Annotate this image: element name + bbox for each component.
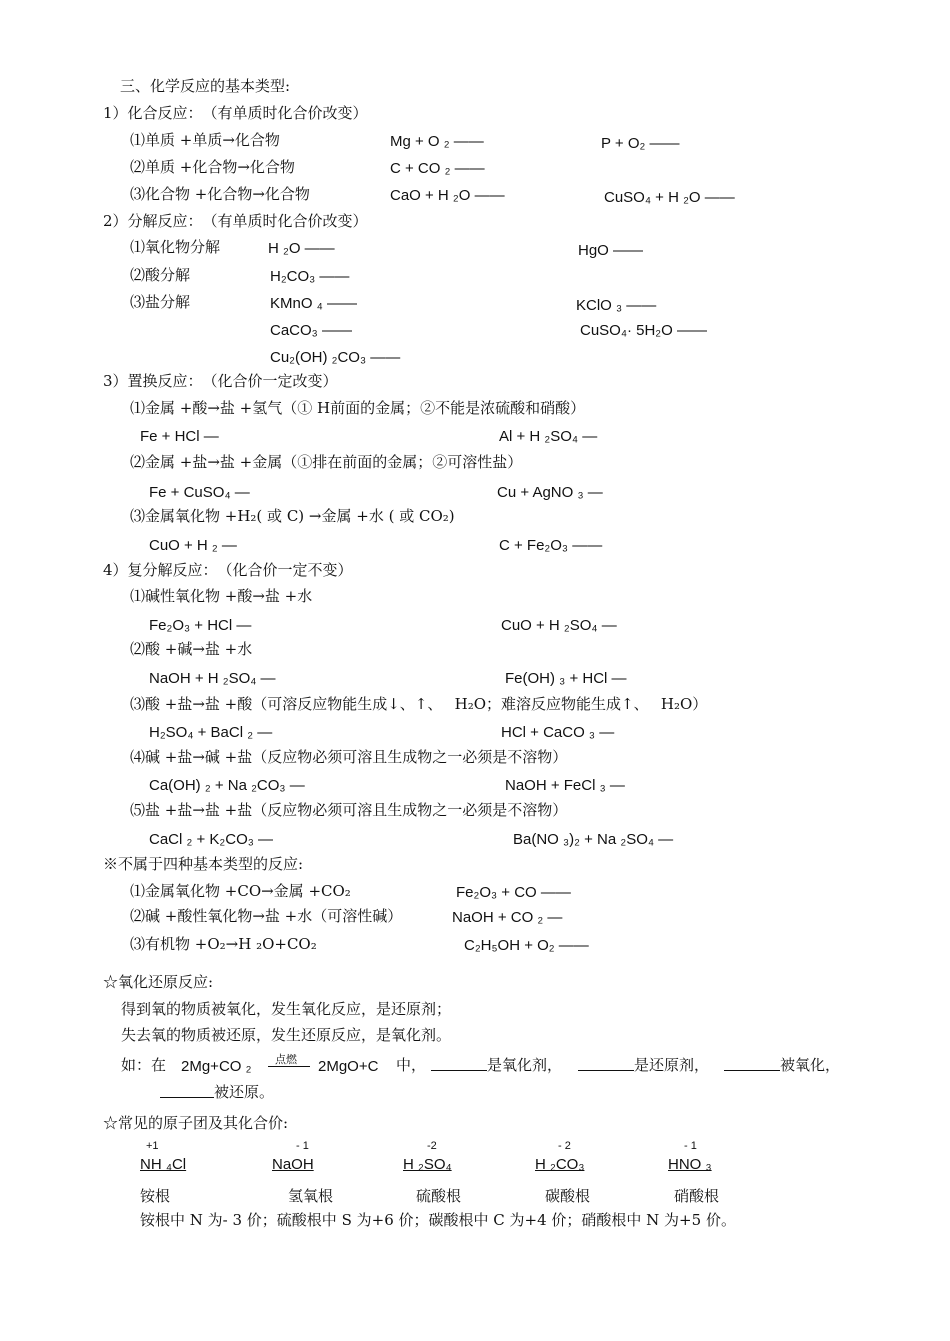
blank-oxidant[interactable] [431, 1056, 487, 1071]
displacement-eq-2b: Cu + AgNO ₃ — [497, 484, 603, 501]
groups-heading: ☆常见的原子团及其化合价: [103, 1114, 289, 1132]
formula-nitrate: HNO ₃ [668, 1156, 712, 1173]
formula-hydroxide: NaOH [272, 1156, 314, 1173]
other-label-1: ⑴金属氧化物 +CO→金属 +CO₂ [130, 882, 351, 900]
combination-eq-1b: P + O₂ —— [601, 135, 680, 152]
decomposition-eq-1b: HgO —— [578, 242, 644, 259]
redox-line-2: 失去氧的物质被还原，发生还原反应，是氧化剂。 [121, 1026, 452, 1044]
other-label-2: ⑵碱 +酸性氧化物→盐 +水（可溶性碱） [130, 907, 403, 925]
double-eq-2a: NaOH + H ₂SO₄ — [149, 670, 276, 687]
displacement-eq-3a: CuO + H ₂ — [149, 537, 237, 554]
double-heading: 4）复分解反应： （化合价一定不变） [103, 561, 353, 579]
combination-eq-1a: Mg + O ₂ —— [390, 133, 484, 150]
decomposition-label-3: ⑶盐分解 [130, 293, 191, 311]
displacement-sub-1: ⑴金属 +酸→盐 +氢气（① H前面的金属；②不能是浓硫酸和硝酸） [130, 399, 586, 417]
double-eq-4b: NaOH + FeCl ₃ — [505, 777, 625, 794]
formula-ammonium: NH ₄Cl [140, 1156, 187, 1173]
double-sub-3: ⑶酸 +盐→盐 +酸（可溶反应物能生成↓、↑、 H₂O；难溶反应物能生成↑、 H₂O） [130, 695, 708, 713]
blank-3-suffix: 被氧化， [780, 1056, 841, 1074]
double-eq-3b: HCl + CaCO ₃ — [501, 724, 615, 741]
double-sub-1: ⑴碱性氧化物 +酸→盐 +水 [130, 587, 313, 605]
displacement-eq-1a: Fe + HCl — [140, 428, 219, 445]
valence-nitrate: - 1 [684, 1140, 697, 1152]
other-label-3: ⑶有机物 +O₂→H ₂O+CO₂ [130, 935, 317, 953]
name-nitrate: 硝酸根 [674, 1187, 720, 1205]
other-eq-2: NaOH + CO ₂ — [452, 909, 563, 926]
redox-heading: ☆氧化还原反应: [103, 973, 214, 991]
decomposition-heading: 2）分解反应： （有单质时化合价改变） [103, 212, 368, 230]
reaction-condition-label: 点燃 [275, 1053, 297, 1066]
valence-hydroxide: - 1 [296, 1140, 309, 1152]
double-eq-4a: Ca(OH) ₂ + Na ₂CO₃ — [149, 777, 305, 794]
decomposition-eq-2a: H₂CO₃ —— [270, 268, 350, 285]
double-eq-1a: Fe₂O₃ + HCl — [149, 617, 252, 634]
blank-reductant[interactable] [578, 1056, 634, 1071]
name-ammonium: 铵根 [140, 1187, 171, 1205]
combination-label-2: ⑵单质 +化合物→化合物 [130, 158, 295, 176]
redox-example-prefix: 如：在 [121, 1056, 167, 1074]
displacement-eq-1b: Al + H ₂SO₄ — [499, 428, 598, 445]
blank-4-suffix: 被还原。 [214, 1083, 275, 1101]
groups-note: 铵根中 N 为- 3 价；硫酸根中 S 为+6 价；碳酸根中 C 为+4 价；硝酸根中 N 为+5 价。 [140, 1211, 736, 1229]
decomposition-label-1: ⑴氧化物分解 [130, 238, 221, 256]
decomposition-eq-4a: CaCO₃ —— [270, 322, 352, 339]
name-hydroxide: 氢氧根 [288, 1187, 334, 1205]
valence-sulfate: -2 [427, 1140, 437, 1152]
name-carbonate: 碳酸根 [545, 1187, 591, 1205]
decomposition-eq-3a: KMnO ₄ —— [270, 295, 357, 312]
combination-heading: 1）化合反应： （有单质时化合价改变） [103, 104, 368, 122]
displacement-heading: 3）置换反应： （化合价一定改变） [103, 372, 338, 390]
formula-carbonate: H ₂CO₃ [535, 1156, 585, 1173]
redox-example-mid: 中， [396, 1056, 427, 1074]
double-sub-4: ⑷碱 +盐→碱 +盐（反应物必须可溶且生成物之一必须是不溶物） [130, 748, 568, 766]
valence-carbonate: - 2 [558, 1140, 571, 1152]
displacement-sub-3: ⑶金属氧化物 +H₂( 或 C) →金属 +水 ( 或 CO₂) [130, 507, 455, 525]
combination-label-1: ⑴单质 +单质→化合物 [130, 131, 280, 149]
other-eq-3: C₂H₅OH + O₂ —— [464, 937, 589, 954]
decomposition-eq-3b: KClO ₃ —— [576, 297, 657, 314]
double-eq-5a: CaCl ₂ + K₂CO₃ — [149, 831, 274, 848]
blank-1-suffix: 是氧化剂， [487, 1056, 563, 1074]
blank-oxidized[interactable] [724, 1056, 780, 1071]
formula-sulfate: H ₂SO₄ [403, 1156, 452, 1173]
double-eq-3a: H₂SO₄ + BaCl ₂ — [149, 724, 273, 741]
displacement-sub-2: ⑵金属 +盐→盐 +金属（①排在前面的金属；②可溶性盐） [130, 453, 523, 471]
double-eq-1b: CuO + H ₂SO₄ — [501, 617, 617, 634]
decomposition-eq-4b: CuSO₄· 5H₂O —— [580, 322, 707, 339]
displacement-eq-2a: Fe + CuSO₄ — [149, 484, 250, 501]
double-eq-5b: Ba(NO ₃)₂ + Na ₂SO₄ — [513, 831, 674, 848]
other-heading: ※不属于四种基本类型的反应: [103, 855, 304, 873]
valence-ammonium: +1 [146, 1140, 159, 1152]
section-title: 三、化学反应的基本类型: [120, 77, 291, 95]
redox-example-right: 2MgO+C [318, 1058, 379, 1075]
double-sub-5: ⑸盐 +盐→盐 +盐（反应物必须可溶且生成物之一必须是不溶物） [130, 801, 568, 819]
other-eq-1: Fe₂O₃ + CO —— [456, 884, 571, 901]
combination-eq-2a: C + CO ₂ —— [390, 160, 485, 177]
double-eq-2b: Fe(OH) ₃ + HCl — [505, 670, 627, 687]
name-sulfate: 硫酸根 [416, 1187, 462, 1205]
decomposition-eq-1a: H ₂O —— [268, 240, 335, 257]
combination-label-3: ⑶化合物 +化合物→化合物 [130, 185, 310, 203]
decomposition-label-2: ⑵酸分解 [130, 266, 191, 284]
decomposition-eq-5a: Cu₂(OH) ₂CO₃ —— [270, 349, 401, 366]
redox-line-1: 得到氧的物质被氧化，发生氧化反应，是还原剂； [121, 1000, 452, 1018]
double-sub-2: ⑵酸 +碱→盐 +水 [130, 640, 253, 658]
redox-example-left: 2Mg+CO ₂ [181, 1058, 252, 1075]
displacement-eq-3b: C + Fe₂O₃ —— [499, 537, 603, 554]
blank-reduced[interactable] [160, 1083, 214, 1098]
combination-eq-3a: CaO + H ₂O —— [390, 187, 505, 204]
combination-eq-3b: CuSO₄ + H ₂O —— [604, 189, 735, 206]
blank-2-suffix: 是还原剂， [634, 1056, 710, 1074]
reaction-arrow-line [268, 1066, 310, 1067]
